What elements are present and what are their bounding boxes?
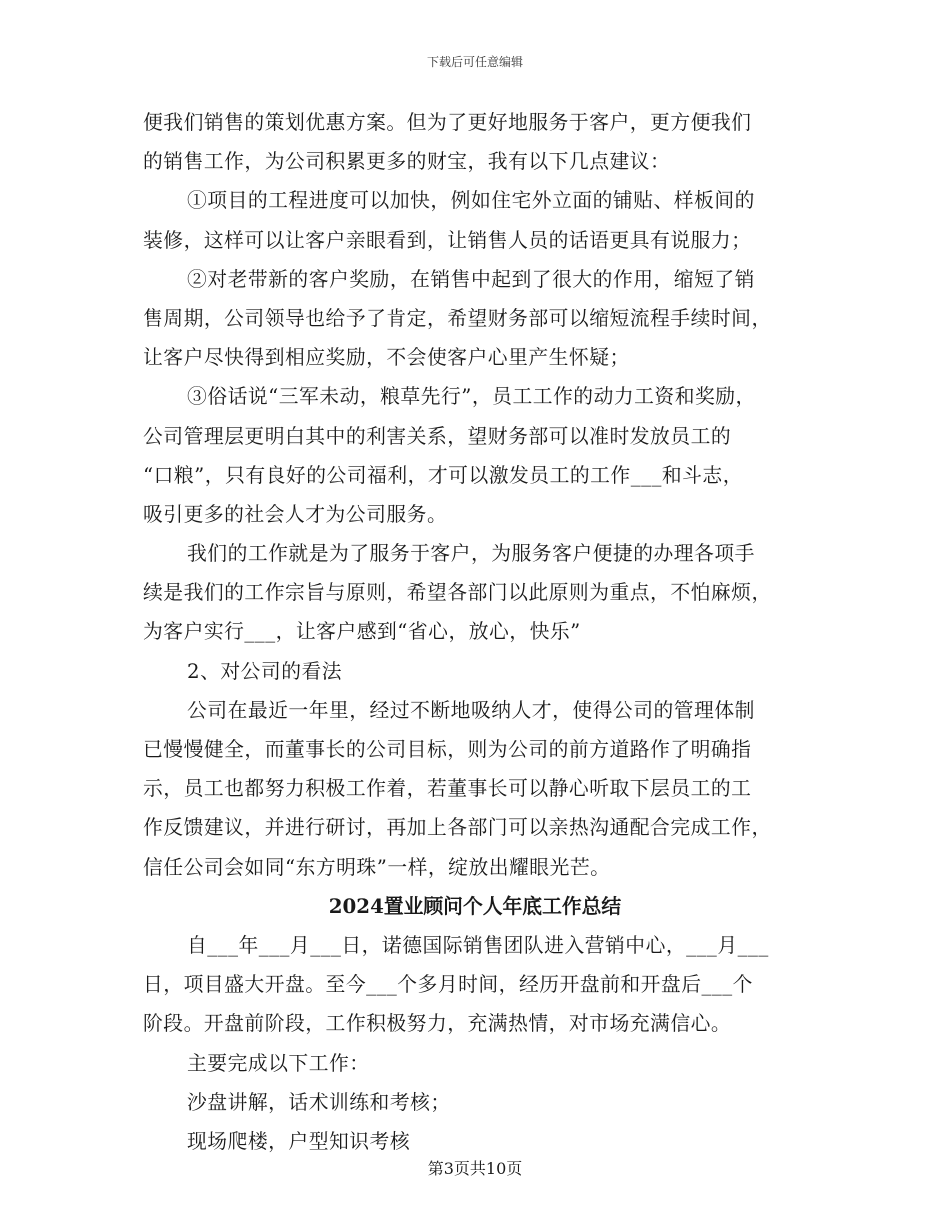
text-line: 阶段。开盘前阶段，工作积极努力，充满热情，对市场充满信心。: [143, 1012, 732, 1036]
page-header: 下载后可任意编辑: [426, 55, 523, 69]
text-line: ②对老带新的客户奖励，在销售中起到了很大的作用，缩短了销: [187, 267, 755, 291]
text-line: 公司在最近一年里，经过不断地吸纳人才，使得公司的管理体制: [187, 698, 755, 722]
text-line: 作反馈建议，并进行研讨，再加上各部门可以亲热沟通配合完成工作，: [143, 816, 772, 840]
text-line: 便我们销售的策划优惠方案。但为了更好地服务于客户，更方便我们: [143, 111, 752, 134]
text-line: 公司管理层更明白其中的利害关系，望财务部可以准时发放员工的: [143, 424, 732, 448]
text-line: 我们的工作就是为了服务于客户，为服务客户便捷的办理各项手: [187, 542, 755, 566]
text-line: 已慢慢健全，而董事长的公司目标，则为公司的前方道路作了明确指: [143, 738, 752, 761]
text-line: 自___年___月___日，诺德国际销售团队进入营销中心，___月___: [187, 933, 769, 957]
text-line: 为客户实行___，让客户感到“省心，放心，快乐”: [143, 620, 581, 644]
text-line: ①项目的工程进度可以加快，例如住宅外立面的铺贴、样板间的: [187, 189, 755, 213]
text-line: 信任公司会如同“东方明珠”一样，绽放出耀眼光芒。: [143, 855, 611, 879]
text-line: 沙盘讲解，话术训练和考核；: [187, 1090, 451, 1114]
section-title: 2024置业顾问个人年底工作总结: [328, 893, 622, 918]
text-line: 的销售工作，为公司积累更多的财宝，我有以下几点建议：: [143, 150, 671, 174]
page-footer: 第3页共10页: [427, 1159, 523, 1178]
text-line: 装修，这样可以让客户亲眼看到，让销售人员的话语更具有说服力；: [143, 228, 752, 252]
text-line: 示，员工也都努力积极工作着，若董事长可以静心听取下层员工的工: [143, 777, 752, 801]
text-line: 售周期，公司领导也给予了肯定，希望财务部可以缩短流程手续时间，: [143, 306, 772, 330]
text-line: 吸引更多的社会人才为公司服务。: [143, 502, 448, 526]
document-body: [143, 103, 807, 1161]
text-line: 日，项目盛大开盘。至今___个多月时间，经历开盘前和开盘后___个: [143, 973, 753, 997]
text-line: 续是我们的工作宗旨与原则，希望各部门以此原则为重点，不怕麻烦，: [143, 581, 772, 605]
text-line: 2、对公司的看法: [187, 659, 343, 683]
text-line: “口粮”，只有良好的公司福利，才可以激发员工的工作___和斗志，: [143, 463, 743, 487]
text-line: ③俗话说“三军未动，粮草先行”，员工工作的动力工资和奖励，: [187, 385, 756, 409]
text-line: 现场爬楼，户型知识考核: [187, 1129, 411, 1153]
text-line: 主要完成以下工作：: [187, 1051, 370, 1075]
text-line: 让客户尽快得到相应奖励，不会使客户心里产生怀疑；: [143, 346, 630, 370]
